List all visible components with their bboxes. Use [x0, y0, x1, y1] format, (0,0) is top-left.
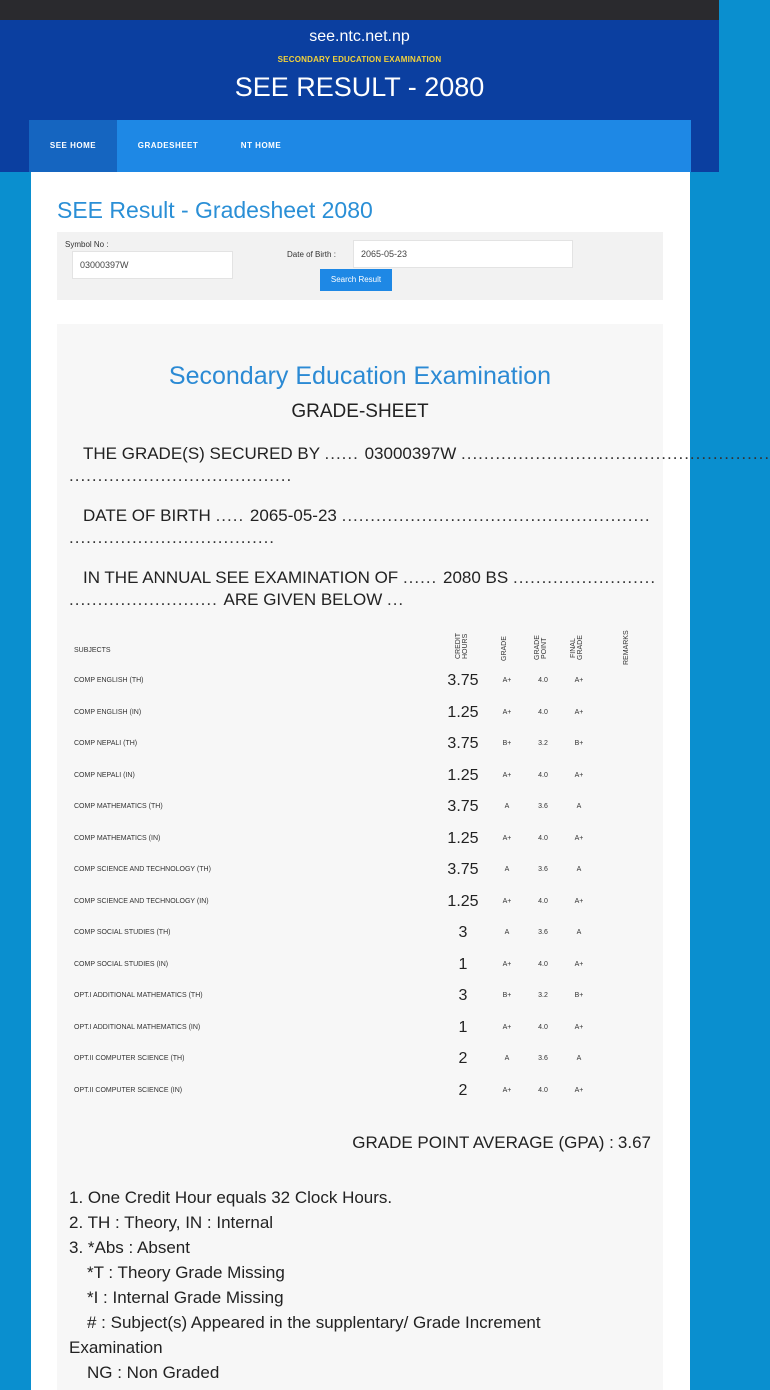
grade-cell: B+	[502, 740, 512, 747]
dob-value: 2065-05-23	[249, 506, 337, 525]
col-grade: GRADE	[501, 636, 508, 662]
sheet-heading: Secondary Education Examination	[168, 362, 552, 390]
table-row	[57, 1012, 663, 1043]
credit-hours-cell: 3	[458, 987, 468, 1004]
credit-hours-cell: 3.75	[447, 672, 479, 689]
note-examination: Examination	[69, 1338, 163, 1357]
credit-hours-cell: 2	[458, 1050, 468, 1067]
grade-cell: A+	[502, 708, 512, 716]
grade-cell: A+	[502, 1086, 512, 1094]
final-grade-cell: A	[576, 1055, 582, 1062]
grade-point-cell: 3.6	[538, 929, 548, 936]
search-form	[57, 232, 663, 300]
exam-line: IN THE ANNUAL SEE EXAMINATION OF ...... 2080 BS .........................	[83, 568, 657, 587]
grade-point-cell: 4.0	[538, 897, 548, 905]
final-grade-cell: A+	[574, 677, 584, 684]
credit-hours-cell: 3.75	[447, 798, 479, 815]
grade-cell: A	[504, 803, 510, 810]
grade-point-cell: 3.6	[538, 803, 548, 810]
note-credit-hours: 1. One Credit Hour equals 32 Clock Hours.	[69, 1188, 393, 1207]
credit-hours-cell: 1.25	[447, 766, 479, 784]
subject-cell: COMP NEPALI (IN)	[74, 771, 135, 779]
table-row	[57, 886, 663, 917]
nav-gradesheet[interactable]: GRADESHEET	[137, 141, 199, 150]
final-grade-cell: A+	[574, 897, 584, 905]
final-grade-cell: A+	[574, 960, 584, 968]
secured-prefix: THE GRADE(S) SECURED BY	[83, 444, 320, 463]
grade-point-cell: 3.2	[538, 992, 548, 999]
final-grade-cell: A	[576, 803, 582, 810]
credit-hours-cell: 1.25	[447, 892, 479, 910]
given-below: ARE GIVEN BELOW	[223, 590, 383, 609]
col-grade-point: GRADE POINT	[534, 635, 548, 661]
grade-cell: A	[504, 866, 510, 873]
gpa-value: 3.67	[617, 1133, 651, 1152]
site-subtitle: SECONDARY EDUCATION EXAMINATION	[277, 55, 442, 64]
col-remarks: REMARKS	[623, 630, 630, 666]
main-content	[31, 172, 770, 1390]
table-row	[57, 791, 663, 822]
status-bar	[0, 0, 719, 20]
grade-point-cell: 3.2	[538, 740, 548, 747]
nav-see-home[interactable]: SEE HOME	[29, 120, 117, 172]
grade-point-cell: 4.0	[538, 708, 548, 716]
col-credit-hours: CREDIT HOURS	[455, 632, 469, 660]
grade-cell: A+	[502, 1023, 512, 1031]
note-internal-missing: *I : Internal Grade Missing	[87, 1288, 284, 1307]
note-supplementary: # : Subject(s) Appeared in the supplentary/ Grade Increment	[87, 1313, 541, 1332]
given-below-line: .......................... ARE GIVEN BELOW ...	[69, 590, 405, 609]
dob-line: DATE OF BIRTH ..... 2065-05-23 ......................................................	[83, 506, 651, 525]
dots-line: .......................................	[69, 466, 293, 485]
site-header	[0, 20, 719, 172]
secured-by-line: THE GRADE(S) SECURED BY ...... 03000397W ......................................................	[83, 444, 770, 463]
search-result-button[interactable]: Search Result	[320, 269, 392, 291]
dob-input[interactable]: 2065-05-23	[353, 240, 573, 268]
final-grade-cell: A+	[574, 771, 584, 779]
note-non-graded: NG : Non Graded	[87, 1363, 220, 1382]
grade-point-cell: 3.6	[538, 1055, 548, 1062]
table-row	[57, 980, 663, 1011]
page-title: SEE Result - Gradesheet 2080	[57, 197, 373, 223]
subject-cell: OPT.II COMPUTER SCIENCE (TH)	[74, 1055, 185, 1062]
gradesheet-card	[57, 324, 770, 1390]
table-row	[57, 823, 663, 854]
credit-hours-cell: 1.25	[447, 829, 479, 847]
subject-cell: COMP SOCIAL STUDIES (IN)	[74, 960, 169, 968]
grade-point-cell: 4.0	[538, 834, 548, 842]
secured-value: 03000397W	[364, 444, 457, 463]
grade-cell: B+	[502, 992, 512, 999]
grade-point-cell: 4.0	[538, 677, 548, 684]
grade-point-cell: 4.0	[538, 1023, 548, 1031]
subject-cell: COMP SCIENCE AND TECHNOLOGY (TH)	[74, 866, 211, 873]
final-grade-cell: B+	[574, 740, 584, 747]
dob-prefix: DATE OF BIRTH	[83, 506, 211, 525]
subject-cell: COMP NEPALI (TH)	[74, 740, 138, 747]
site-url: see.ntc.net.np	[309, 28, 410, 45]
exam-value: 2080 BS	[443, 568, 509, 587]
grade-cell: A	[504, 1055, 510, 1062]
grade-point-cell: 4.0	[538, 771, 548, 779]
grade-point-cell: 4.0	[538, 1086, 548, 1094]
dots-line: ....................................	[69, 528, 276, 547]
symbol-input[interactable]: 03000397W	[72, 251, 233, 279]
credit-hours-cell: 3.75	[447, 861, 479, 878]
subject-cell: COMP SOCIAL STUDIES (TH)	[74, 929, 171, 936]
subject-cell: OPT.II COMPUTER SCIENCE (IN)	[74, 1086, 183, 1094]
subject-cell: COMP SCIENCE AND TECHNOLOGY (IN)	[74, 897, 209, 905]
table-row	[57, 697, 663, 728]
col-final-grade: FINAL GRADE	[570, 635, 584, 661]
subject-cell: OPT.I ADDITIONAL MATHEMATICS (IN)	[74, 1023, 201, 1031]
credit-hours-cell: 3.75	[447, 735, 479, 752]
gpa-label: GRADE POINT AVERAGE (GPA) :	[352, 1133, 614, 1152]
site-title: SEE RESULT - 2080	[234, 72, 485, 102]
col-subjects: SUBJECTS	[74, 647, 111, 654]
final-grade-cell: A+	[574, 1086, 584, 1094]
final-grade-cell: A+	[574, 834, 584, 842]
final-grade-cell: B+	[574, 992, 584, 999]
sheet-subheading: GRADE-SHEET	[291, 401, 429, 422]
table-row	[57, 665, 663, 696]
nav-nt-home[interactable]: NT HOME	[240, 141, 282, 150]
exam-prefix: IN THE ANNUAL SEE EXAMINATION OF	[83, 568, 399, 587]
symbol-label: Symbol No :	[65, 240, 109, 249]
subject-cell: COMP ENGLISH (IN)	[74, 708, 142, 716]
grade-point-cell: 4.0	[538, 960, 548, 968]
subject-cell: OPT.I ADDITIONAL MATHEMATICS (TH)	[74, 992, 203, 999]
subject-cell: COMP MATHEMATICS (TH)	[74, 803, 163, 810]
final-grade-cell: A+	[574, 1023, 584, 1031]
grade-cell: A+	[502, 834, 512, 842]
credit-hours-cell: 3	[458, 924, 468, 941]
table-row	[57, 1075, 663, 1106]
grade-cell: A+	[502, 771, 512, 779]
note-absent: 3. *Abs : Absent	[69, 1238, 190, 1257]
main-navbar	[29, 120, 691, 172]
subject-cell: COMP ENGLISH (TH)	[74, 677, 144, 684]
subject-cell: COMP MATHEMATICS (IN)	[74, 834, 161, 842]
grade-cell: A+	[502, 677, 512, 684]
note-th-in: 2. TH : Theory, IN : Internal	[69, 1213, 274, 1232]
credit-hours-cell: 2	[458, 1081, 468, 1099]
final-grade-cell: A	[576, 866, 582, 873]
final-grade-cell: A+	[574, 708, 584, 716]
table-row	[57, 728, 663, 759]
table-row	[57, 760, 663, 791]
credit-hours-cell: 1	[458, 1018, 468, 1036]
gpa-line	[348, 1133, 651, 1153]
dob-label: Date of Birth :	[287, 250, 336, 259]
table-row	[57, 949, 663, 980]
grade-point-cell: 3.6	[538, 866, 548, 873]
grade-cell: A+	[502, 960, 512, 968]
grade-cell: A	[504, 929, 510, 936]
note-theory-missing: *T : Theory Grade Missing	[87, 1263, 285, 1282]
table-row	[57, 1043, 663, 1074]
final-grade-cell: A	[576, 929, 582, 936]
table-row	[57, 854, 663, 885]
table-row	[57, 917, 663, 948]
grade-cell: A+	[502, 897, 512, 905]
credit-hours-cell: 1.25	[447, 703, 479, 721]
credit-hours-cell: 1	[458, 955, 468, 973]
